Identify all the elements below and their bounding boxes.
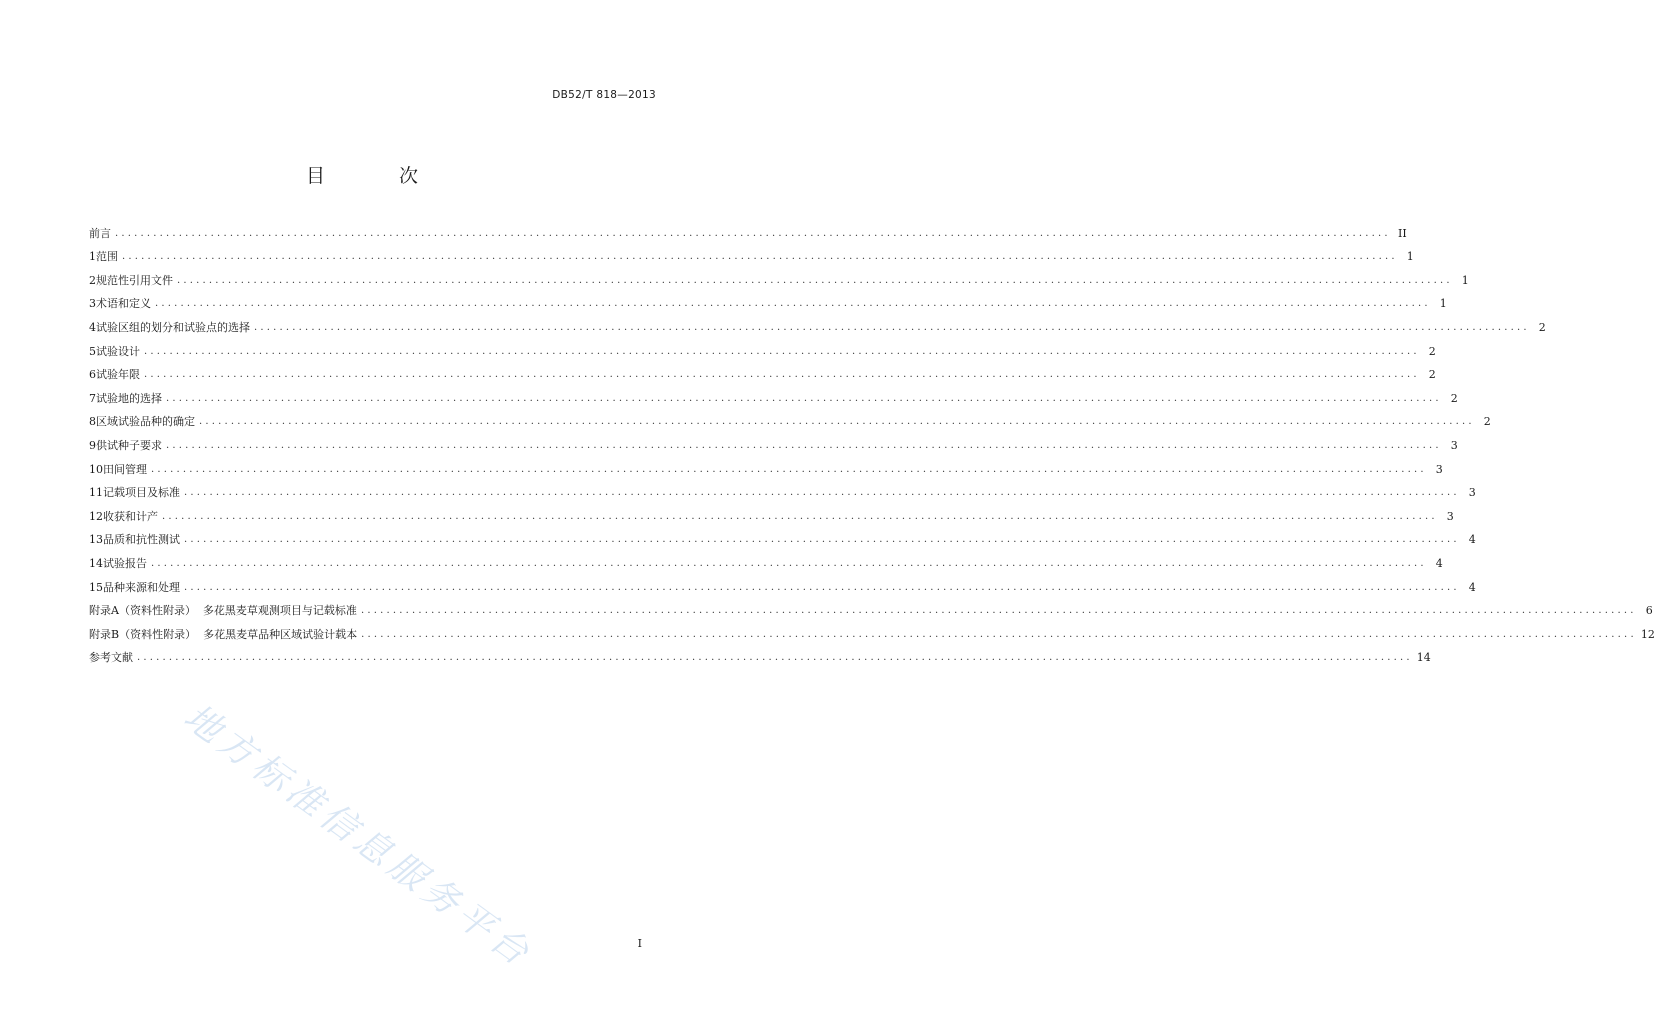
toc-entry[interactable] <box>89 241 1414 265</box>
toc-entry[interactable] <box>89 477 1476 501</box>
toc-entry-label: 试验年限 <box>96 368 140 382</box>
toc-entry[interactable] <box>89 595 1653 619</box>
toc-entry-number: 11 <box>89 486 103 500</box>
toc-entry-number: 12 <box>89 509 103 523</box>
toc-entry[interactable] <box>89 288 1447 312</box>
toc-entry-number: 4 <box>89 320 96 334</box>
toc-entry-label: 范围 <box>96 250 118 264</box>
toc-dot-leader: ........................................................................................................................................................................................................ <box>361 628 1637 640</box>
toc-dot-leader: ........................................................................................................................................................................................................ <box>115 227 1391 239</box>
toc-entry[interactable] <box>89 642 1431 666</box>
toc-entry-page: 2 <box>1538 320 1546 334</box>
toc-dot-leader: ........................................................................................................................................................................................................ <box>144 369 1420 381</box>
toc-entry-page: 3 <box>1468 486 1476 500</box>
toc-entry-page: II <box>1398 226 1407 240</box>
toc-entry[interactable] <box>89 264 1469 288</box>
toc-dot-leader: ........................................................................................................................................................................................................ <box>151 557 1427 569</box>
toc-entry-label: 区域试验品种的确定 <box>96 415 195 429</box>
toc-dot-leader: ........................................................................................................................................................................................................ <box>166 439 1442 451</box>
toc-entry-label: 收获和计产 <box>103 509 158 523</box>
toc-entry[interactable] <box>89 547 1443 571</box>
toc-entry-page: 3 <box>1435 462 1443 476</box>
toc-entry-label: 附录B（资料性附录） 多花黑麦草品种区域试验计载本 <box>89 627 358 641</box>
toc-entry-page: 4 <box>1468 533 1476 547</box>
watermark: 地方标准信息服务平台 <box>176 696 541 977</box>
toc-entry-label: 术语和定义 <box>96 297 151 311</box>
page-title: 目 次 <box>305 165 453 187</box>
toc-dot-leader: ........................................................................................................................................................................................................ <box>184 534 1460 546</box>
toc-entry-label: 品质和抗性测试 <box>103 533 180 547</box>
toc-entry-page: 2 <box>1428 368 1436 382</box>
toc-entry-number: 15 <box>89 580 103 594</box>
toc-entry[interactable] <box>89 406 1491 430</box>
toc-entry-page: 1 <box>1406 250 1414 264</box>
toc-entry-label: 田间管理 <box>103 462 147 476</box>
toc-dot-leader: ........................................................................................................................................................................................................ <box>155 298 1431 310</box>
toc-dot-leader: ........................................................................................................................................................................................................ <box>151 463 1427 475</box>
toc-entry-number: 8 <box>89 415 96 429</box>
toc-entry-number: 9 <box>89 438 96 452</box>
toc-entry[interactable] <box>89 500 1454 524</box>
toc-entry-page: 6 <box>1645 604 1653 618</box>
table-of-contents <box>89 217 1655 665</box>
toc-entry-page: 1 <box>1461 273 1469 287</box>
toc-entry-page: 4 <box>1435 556 1443 570</box>
toc-entry-label: 试验区组的划分和试验点的选择 <box>96 320 250 334</box>
toc-dot-leader: ........................................................................................................................................................................................................ <box>166 392 1442 404</box>
toc-entry-page: 2 <box>1450 391 1458 405</box>
toc-entry-label: 记载项目及标准 <box>103 486 180 500</box>
toc-entry-number: 10 <box>89 462 103 476</box>
toc-entry-page: 2 <box>1483 415 1491 429</box>
toc-entry-page: 2 <box>1428 344 1436 358</box>
toc-entry[interactable] <box>89 311 1546 335</box>
toc-entry[interactable] <box>89 571 1476 595</box>
toc-entry-label: 供试种子要求 <box>96 438 162 452</box>
toc-entry[interactable] <box>89 217 1407 241</box>
toc-entry[interactable] <box>89 524 1476 548</box>
toc-entry-number: 6 <box>89 368 96 382</box>
toc-dot-leader: ........................................................................................................................................................................................................ <box>122 251 1398 263</box>
toc-entry-number: 1 <box>89 250 96 264</box>
toc-entry-number: 5 <box>89 344 96 358</box>
toc-entry-number: 14 <box>89 556 103 570</box>
toc-entry[interactable] <box>89 382 1458 406</box>
toc-entry-page: 3 <box>1446 509 1454 523</box>
toc-entry-page: 14 <box>1416 651 1431 665</box>
toc-entry-page: 4 <box>1468 580 1476 594</box>
toc-entry-number: 3 <box>89 297 96 311</box>
toc-entry[interactable] <box>89 335 1436 359</box>
toc-entry[interactable] <box>89 429 1458 453</box>
toc-entry-page: 1 <box>1439 297 1447 311</box>
toc-entry-number: 7 <box>89 391 96 405</box>
toc-entry-number: 13 <box>89 533 103 547</box>
toc-dot-leader: ........................................................................................................................................................................................................ <box>254 321 1530 333</box>
toc-entry-label: 附录A（资料性附录） 多花黑麦草观测项目与记载标准 <box>89 604 357 618</box>
toc-dot-leader: ........................................................................................................................................................................................................ <box>184 487 1460 499</box>
toc-entry[interactable] <box>89 359 1436 383</box>
toc-entry[interactable] <box>89 453 1443 477</box>
toc-entry-label: 试验地的选择 <box>96 391 162 405</box>
toc-entry-label: 试验报告 <box>103 556 147 570</box>
toc-dot-leader: ........................................................................................................................................................................................................ <box>360 605 1637 617</box>
toc-entry-label: 试验设计 <box>96 344 140 358</box>
toc-entry-label: 前言 <box>89 226 111 240</box>
toc-dot-leader: ........................................................................................................................................................................................................ <box>162 510 1438 522</box>
toc-entry[interactable] <box>89 618 1655 642</box>
toc-dot-leader: ........................................................................................................................................................................................................ <box>144 345 1420 357</box>
toc-dot-leader: ........................................................................................................................................................................................................ <box>199 416 1475 428</box>
toc-entry-page: 12 <box>1640 627 1655 641</box>
toc-entry-label: 规范性引用文件 <box>96 273 173 287</box>
toc-dot-leader: ........................................................................................................................................................................................................ <box>177 274 1453 286</box>
toc-dot-leader: ........................................................................................................................................................................................................ <box>137 652 1413 664</box>
document-code: DB52/T 818—2013 <box>552 89 656 101</box>
toc-entry-label: 品种来源和处理 <box>103 580 180 594</box>
toc-entry-page: 3 <box>1450 438 1458 452</box>
toc-entry-number: 2 <box>89 273 96 287</box>
page-number: I <box>637 937 642 950</box>
toc-dot-leader: ........................................................................................................................................................................................................ <box>184 581 1460 593</box>
toc-entry-label: 参考文献 <box>89 651 133 665</box>
